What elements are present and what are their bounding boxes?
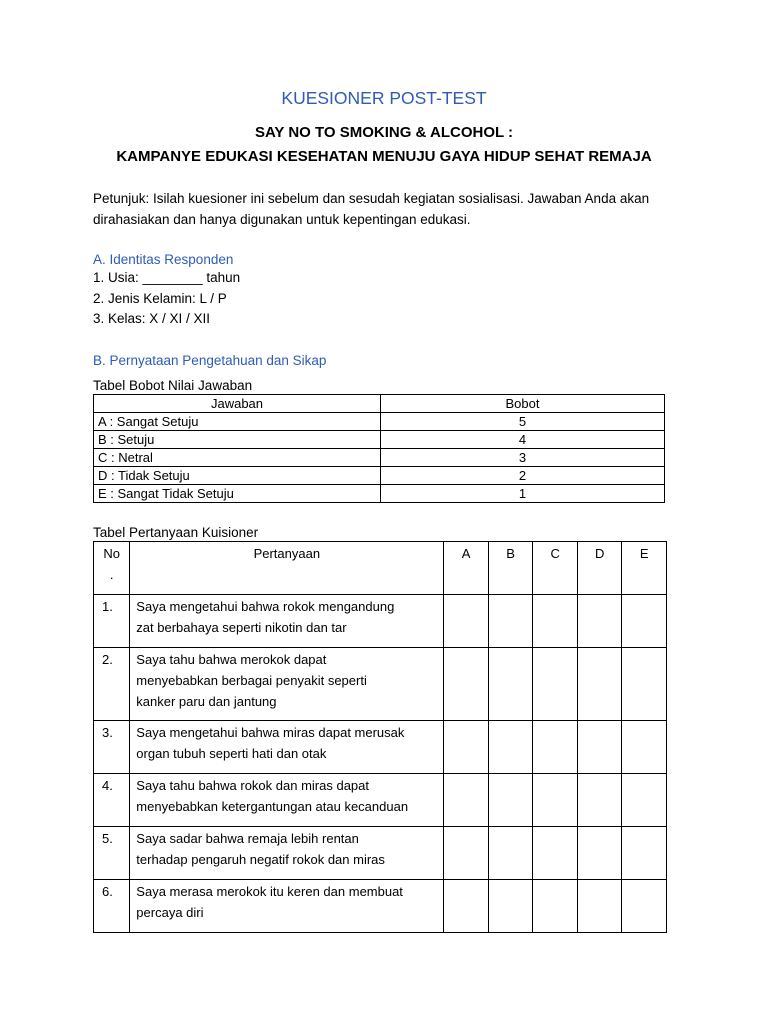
question-text	[130, 827, 444, 880]
document-title: KUESIONER POST-TEST	[281, 88, 487, 108]
table-row	[94, 774, 667, 827]
question-number: 3.	[94, 721, 130, 774]
answer-cell-b[interactable]	[488, 880, 533, 933]
document-subtitle-1: SAY NO TO SMOKING & ALCOHOL :	[254, 124, 514, 141]
header-no-dot: .	[109, 567, 114, 582]
section-b-heading: B. Pernyataan Pengetahuan dan Sikap	[93, 353, 327, 368]
question-line: Saya mengetahui bahwa rokok mengandung	[136, 599, 395, 614]
question-number: 5.	[94, 827, 130, 880]
weight-answer: E : Sangat Tidak Setuju	[94, 485, 381, 503]
identity-item-class: 3. Kelas: X / XI / XII	[93, 311, 211, 326]
question-line: Saya mengetahui bahwa miras dapat merusak	[136, 725, 405, 740]
question-line: percaya diri	[136, 905, 204, 920]
answer-cell-c[interactable]	[533, 827, 578, 880]
header-no-text: No	[103, 546, 120, 561]
answer-cell-c[interactable]	[533, 774, 578, 827]
table-row	[94, 431, 665, 449]
question-text	[130, 774, 444, 827]
header-no	[94, 542, 130, 595]
weight-score: 1	[381, 485, 665, 503]
table-row	[94, 449, 665, 467]
question-number: 2.	[94, 648, 130, 721]
weight-answer: B : Setuju	[94, 431, 381, 449]
answer-cell-a[interactable]	[444, 774, 489, 827]
question-line: Saya tahu bahwa rokok dan miras dapat	[136, 778, 369, 793]
answer-cell-e[interactable]	[622, 880, 667, 933]
weight-answer: C : Netral	[94, 449, 381, 467]
header-option-e: E	[622, 542, 667, 595]
weight-header-answer: Jawaban	[94, 395, 381, 413]
answer-cell-e[interactable]	[622, 595, 667, 648]
question-line: menyebabkan berbagai penyakit seperti	[136, 673, 367, 688]
answer-cell-e[interactable]	[622, 648, 667, 721]
answer-cell-d[interactable]	[577, 721, 622, 774]
answer-cell-d[interactable]	[577, 648, 622, 721]
header-question: Pertanyaan	[130, 542, 444, 595]
header-option-b: B	[488, 542, 533, 595]
identity-item-gender: 2. Jenis Kelamin: L / P	[93, 290, 227, 306]
question-table-caption: Tabel Pertanyaan Kuisioner	[93, 525, 259, 540]
question-table	[93, 541, 667, 933]
answer-cell-b[interactable]	[488, 648, 533, 721]
question-text	[130, 648, 444, 721]
weight-answer: D : Tidak Setuju	[94, 467, 381, 485]
table-row	[94, 648, 667, 721]
answer-cell-a[interactable]	[444, 595, 489, 648]
identity-item-age: 1. Usia: ________ tahun	[93, 270, 241, 285]
question-table-header	[94, 542, 667, 595]
answer-cell-d[interactable]	[577, 827, 622, 880]
question-line: Saya tahu bahwa merokok dapat	[136, 652, 327, 667]
weight-answer: A : Sangat Setuju	[94, 413, 381, 431]
table-row	[94, 880, 667, 933]
question-line: zat berbahaya seperti nikotin dan tar	[136, 620, 347, 635]
answer-cell-a[interactable]	[444, 721, 489, 774]
table-row	[94, 827, 667, 880]
answer-cell-d[interactable]	[577, 880, 622, 933]
question-number: 4.	[94, 774, 130, 827]
question-number: 6.	[94, 880, 130, 933]
answer-cell-e[interactable]	[622, 827, 667, 880]
weight-score: 5	[381, 413, 665, 431]
table-row	[94, 413, 665, 431]
weight-table-caption: Tabel Bobot Nilai Jawaban	[93, 378, 253, 393]
question-text	[130, 880, 444, 933]
weight-score: 4	[381, 431, 665, 449]
instructions-line-1: Petunjuk: Isilah kuesioner ini sebelum dan sesudah kegiatan sosialisasi. Jawaban Anda akan	[93, 191, 650, 206]
section-a-heading: A. Identitas Responden	[93, 252, 234, 267]
question-line: terhadap pengaruh negatif rokok dan miras	[136, 852, 385, 867]
weight-table-header	[94, 395, 665, 413]
answer-cell-a[interactable]	[444, 880, 489, 933]
header-option-c: C	[533, 542, 578, 595]
header-option-d: D	[577, 542, 622, 595]
header-option-a: A	[444, 542, 489, 595]
answer-cell-b[interactable]	[488, 827, 533, 880]
question-line: menyebabkan ketergantungan atau kecanduan	[136, 799, 409, 814]
answer-cell-d[interactable]	[577, 774, 622, 827]
answer-cell-c[interactable]	[533, 880, 578, 933]
answer-cell-a[interactable]	[444, 648, 489, 721]
answer-cell-c[interactable]	[533, 648, 578, 721]
question-line: Saya merasa merokok itu keren dan membuat	[136, 884, 403, 899]
respondent-identity-list	[93, 268, 683, 330]
instructions	[93, 189, 683, 230]
answer-cell-d[interactable]	[577, 595, 622, 648]
answer-cell-c[interactable]	[533, 595, 578, 648]
question-line: kanker paru dan jantung	[136, 694, 277, 709]
answer-cell-b[interactable]	[488, 774, 533, 827]
weight-table	[93, 394, 665, 503]
answer-cell-b[interactable]	[488, 595, 533, 648]
weight-score: 3	[381, 449, 665, 467]
question-line: Saya sadar bahwa remaja lebih rentan	[136, 831, 359, 846]
document-subtitle-2: KAMPANYE EDUKASI KESEHATAN MENUJU GAYA HIDUP SEHAT REMAJA	[116, 148, 652, 165]
answer-cell-e[interactable]	[622, 774, 667, 827]
table-row	[94, 485, 665, 503]
table-row	[94, 467, 665, 485]
question-number: 1.	[94, 595, 130, 648]
question-text	[130, 721, 444, 774]
table-row	[94, 595, 667, 648]
answer-cell-e[interactable]	[622, 721, 667, 774]
table-row	[94, 721, 667, 774]
answer-cell-a[interactable]	[444, 827, 489, 880]
question-line: organ tubuh seperti hati dan otak	[136, 746, 327, 761]
answer-cell-b[interactable]	[488, 721, 533, 774]
weight-header-score: Bobot	[381, 395, 665, 413]
weight-score: 2	[381, 467, 665, 485]
question-text	[130, 595, 444, 648]
answer-cell-c[interactable]	[533, 721, 578, 774]
instructions-line-2: dirahasiakan dan hanya digunakan untuk kepentingan edukasi.	[93, 211, 471, 227]
